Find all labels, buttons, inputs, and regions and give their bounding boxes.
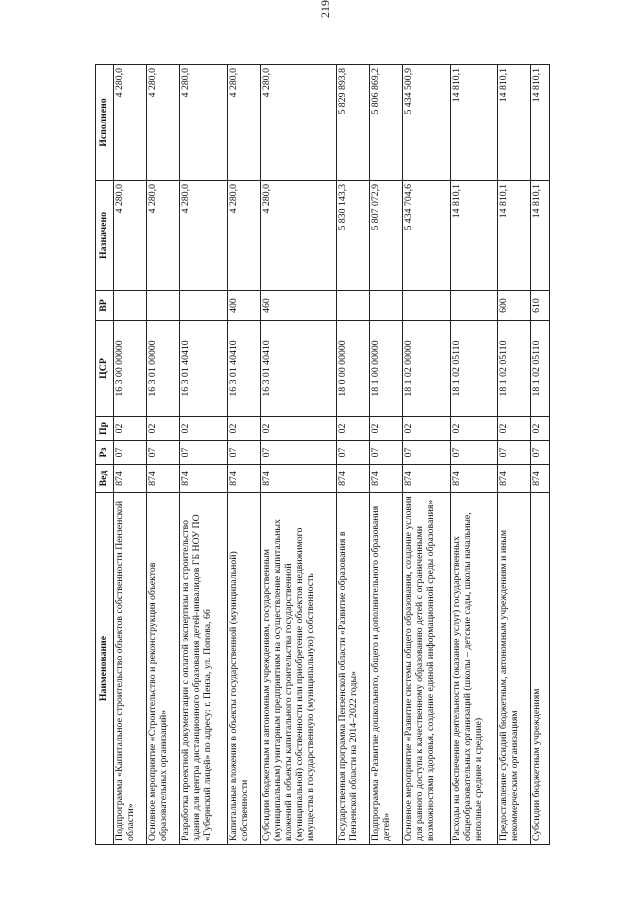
cell-rz: 07 <box>147 441 180 465</box>
cell-executed: 14 810,1 <box>498 65 531 181</box>
cell-pr: 02 <box>180 417 228 441</box>
cell-vr <box>370 291 403 321</box>
page-number-text: 219 <box>318 0 332 18</box>
cell-assigned: 5 434 704,6 <box>403 181 451 291</box>
cell-pr: 02 <box>147 417 180 441</box>
cell-rz: 07 <box>498 441 531 465</box>
cell-vr <box>180 291 228 321</box>
cell-executed: 4 280,0 <box>147 65 180 181</box>
cell-pr: 02 <box>370 417 403 441</box>
cell-name: Капитальные вложения в объекты государственной (муниципальной) собственности <box>227 493 260 845</box>
cell-ved: 874 <box>403 465 451 493</box>
cell-name: Подпрограмма «Капитальное строительство объектов собственности Пензенской области» <box>114 493 147 845</box>
table-row <box>498 65 531 845</box>
cell-csr: 18 1 02 05110 <box>450 321 498 417</box>
cell-name: Государственная программа Пензенской области «Развитие образования в Пензенской области на 2014–2022 годы» <box>337 493 370 845</box>
table-row <box>370 65 403 845</box>
cell-vr <box>450 291 498 321</box>
cell-pr: 02 <box>227 417 260 441</box>
cell-pr: 02 <box>498 417 531 441</box>
cell-csr: 16 3 01 40410 <box>227 321 260 417</box>
table-row <box>450 65 498 845</box>
cell-rz: 07 <box>403 441 451 465</box>
cell-assigned: 5 807 072,9 <box>370 181 403 291</box>
cell-vr <box>147 291 180 321</box>
cell-assigned: 4 280,0 <box>227 181 260 291</box>
cell-name: Основное мероприятие «Строительство и реконструкция объектов образовательных организаций» <box>147 493 180 845</box>
header-csr: ЦСР <box>96 321 114 417</box>
cell-assigned: 14 810,1 <box>450 181 498 291</box>
cell-csr: 18 1 02 05110 <box>531 321 550 417</box>
table-row <box>147 65 180 845</box>
cell-ved: 874 <box>450 465 498 493</box>
header-pr: Пр <box>96 417 114 441</box>
cell-name: Расходы на обеспечение деятельности (оказание услуг) государственных общеобразовательных организаций (школы – детские сады, школы начальные, неполные средние и средние) <box>450 493 498 845</box>
cell-executed: 14 810,1 <box>531 65 550 181</box>
cell-rz: 07 <box>337 441 370 465</box>
cell-executed: 4 280,0 <box>260 65 337 181</box>
cell-ved: 874 <box>260 465 337 493</box>
cell-executed: 5 434 500,9 <box>403 65 451 181</box>
header-vr: ВР <box>96 291 114 321</box>
cell-pr: 02 <box>403 417 451 441</box>
header-rz: Рз <box>96 441 114 465</box>
cell-name: Субсидии бюджетным и автономным учреждениям, государственным (муниципальным) унитарным предприятиям на осуществление капитальных вложений в объекты капитального строительства государственной (муниципальной) собственности или приобретение объектов недвижимого имущества в государственную (муниципальную) собственность <box>260 493 337 845</box>
cell-pr: 02 <box>337 417 370 441</box>
cell-vr <box>114 291 147 321</box>
table-header-row <box>96 65 114 845</box>
cell-vr: 400 <box>227 291 260 321</box>
cell-name: Предоставление субсидий бюджетным, автономным учреждениям и иным некоммерческим организациям <box>498 493 531 845</box>
cell-pr: 02 <box>531 417 550 441</box>
cell-ved: 874 <box>531 465 550 493</box>
cell-ved: 874 <box>227 465 260 493</box>
cell-pr: 02 <box>114 417 147 441</box>
cell-assigned: 5 830 143,3 <box>337 181 370 291</box>
header-name: Наименование <box>96 493 114 845</box>
cell-rz: 07 <box>260 441 337 465</box>
cell-csr: 18 1 02 05110 <box>498 321 531 417</box>
cell-csr: 16 3 01 40410 <box>180 321 228 417</box>
table-row <box>260 65 337 845</box>
cell-assigned: 4 280,0 <box>147 181 180 291</box>
header-ved: Вед <box>96 465 114 493</box>
cell-ved: 874 <box>498 465 531 493</box>
table-row <box>180 65 228 845</box>
cell-ved: 874 <box>180 465 228 493</box>
budget-table <box>95 64 550 845</box>
header-executed: Исполнено <box>96 65 114 181</box>
table-row <box>114 65 147 845</box>
cell-rz: 07 <box>227 441 260 465</box>
cell-pr: 02 <box>260 417 337 441</box>
cell-rz: 07 <box>370 441 403 465</box>
cell-executed: 4 280,0 <box>114 65 147 181</box>
cell-rz: 07 <box>180 441 228 465</box>
cell-csr: 18 1 00 00000 <box>370 321 403 417</box>
cell-name: Основное мероприятие «Развитие системы общего образования, создание условия для равного доступа к качественному образованию детей с ограниченными возможностями здоровья, создание единой информационной среды образования» <box>403 493 451 845</box>
cell-executed: 4 280,0 <box>180 65 228 181</box>
cell-vr: 460 <box>260 291 337 321</box>
table-row <box>337 65 370 845</box>
cell-vr: 600 <box>498 291 531 321</box>
cell-assigned: 4 280,0 <box>114 181 147 291</box>
cell-ved: 874 <box>147 465 180 493</box>
cell-name: Разработка проектной документации с оплатой экспертизы на строительство здания для центра дистанционного образования детей-инвалидов ГБ НОУ ПО «Губернский лицей» по адресу: г. Пенза, ул. Попова, 66 <box>180 493 228 845</box>
cell-rz: 07 <box>531 441 550 465</box>
cell-assigned: 4 280,0 <box>180 181 228 291</box>
cell-ved: 874 <box>337 465 370 493</box>
cell-executed: 5 806 869,2 <box>370 65 403 181</box>
cell-ved: 874 <box>114 465 147 493</box>
cell-vr <box>337 291 370 321</box>
cell-csr: 18 1 02 00000 <box>403 321 451 417</box>
cell-executed: 5 829 893,8 <box>337 65 370 181</box>
cell-name: Субсидии бюджетным учреждениям <box>531 493 550 845</box>
cell-assigned: 4 280,0 <box>260 181 337 291</box>
rotated-table-wrapper <box>95 65 550 845</box>
table-row <box>227 65 260 845</box>
cell-csr: 16 3 01 00000 <box>147 321 180 417</box>
table-row <box>531 65 550 845</box>
cell-executed: 14 810,1 <box>450 65 498 181</box>
cell-rz: 07 <box>114 441 147 465</box>
header-assigned: Назначено <box>96 181 114 291</box>
cell-vr: 610 <box>531 291 550 321</box>
cell-rz: 07 <box>450 441 498 465</box>
cell-csr: 16 3 01 40410 <box>260 321 337 417</box>
cell-vr <box>403 291 451 321</box>
cell-pr: 02 <box>450 417 498 441</box>
table-row <box>403 65 451 845</box>
cell-assigned: 14 810,1 <box>498 181 531 291</box>
cell-ved: 874 <box>370 465 403 493</box>
cell-assigned: 14 810,1 <box>531 181 550 291</box>
cell-csr: 16 3 00 00000 <box>114 321 147 417</box>
cell-executed: 4 280,0 <box>227 65 260 181</box>
cell-name: Подпрограмма «Развитие дошкольного, общего и дополнительного образования детей» <box>370 493 403 845</box>
cell-csr: 18 0 00 00000 <box>337 321 370 417</box>
